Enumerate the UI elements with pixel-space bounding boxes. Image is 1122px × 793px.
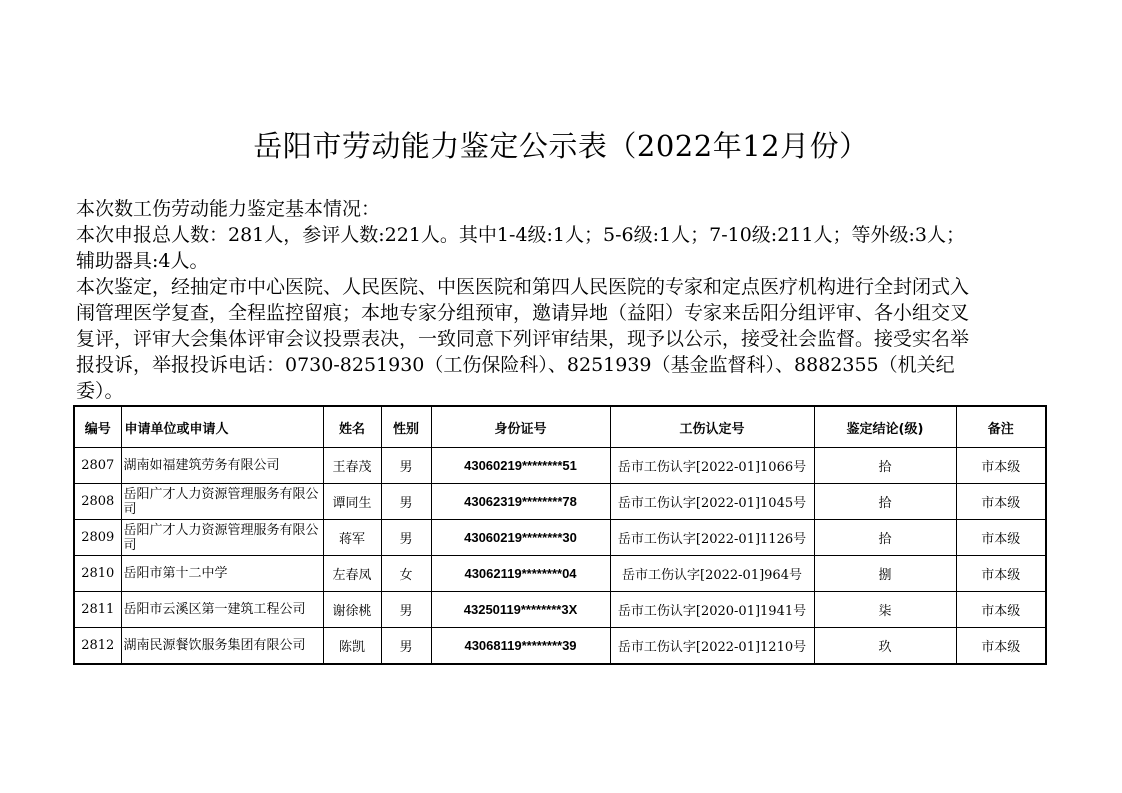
- table-row: [74, 484, 1046, 520]
- header-gender: 性别: [381, 406, 431, 448]
- cell-id-number: 43062319********78: [431, 484, 610, 520]
- cell-gender: 男: [381, 592, 431, 628]
- header-injury-id: 工伤认定号: [610, 406, 814, 448]
- cell-gender: 男: [381, 448, 431, 484]
- cell-remark: 市本级: [956, 628, 1046, 665]
- cell-conclusion: 拾: [814, 520, 956, 556]
- intro-heading: 本次数工伤劳动能力鉴定基本情况：: [76, 198, 381, 220]
- cell-number: 2811: [74, 592, 121, 628]
- cell-conclusion: 拾: [814, 448, 956, 484]
- cell-id-number: 43062119********04: [431, 556, 610, 592]
- header-id-number: 身份证号: [431, 406, 610, 448]
- cell-name: 陈凯: [323, 628, 381, 665]
- cell-id-number: 43068119********39: [431, 628, 610, 665]
- cell-conclusion: 拾: [814, 484, 956, 520]
- table-header-row: [74, 406, 1046, 448]
- cell-remark: 市本级: [956, 520, 1046, 556]
- header-conclusion: 鉴定结论(级): [814, 406, 956, 448]
- page-title: 岳阳市劳动能力鉴定公示表（2022年12月份）: [253, 129, 869, 163]
- cell-number: 2808: [74, 484, 121, 520]
- header-number: 编号: [74, 406, 121, 448]
- cell-applicant: 岳阳市第十二中学: [121, 556, 323, 592]
- intro-section: [76, 196, 1056, 404]
- cell-applicant: 湖南民源餐饮服务集团有限公司: [121, 628, 323, 665]
- cell-applicant: 岳阳广才人力资源管理服务有限公司: [121, 520, 323, 556]
- cell-applicant: 岳阳广才人力资源管理服务有限公司: [121, 484, 323, 520]
- cell-name: 蒋军: [323, 520, 381, 556]
- table-row: [74, 520, 1046, 556]
- intro-statistics: 本次申报总人数：281人，参评人数:221人。其中1-4级:1人；5-6级:1人；7-10级:211人；等外级:3人；辅助器具:4人。: [76, 224, 965, 272]
- header-name: 姓名: [323, 406, 381, 448]
- cell-remark: 市本级: [956, 448, 1046, 484]
- table-row: [74, 592, 1046, 628]
- cell-injury-id: 岳市工伤认字[2022-01]1210号: [610, 628, 814, 665]
- cell-id-number: 43060219********51: [431, 448, 610, 484]
- table-row: [74, 448, 1046, 484]
- table-row: [74, 628, 1046, 665]
- cell-name: 王春茂: [323, 448, 381, 484]
- cell-name: 谢徐桃: [323, 592, 381, 628]
- cell-injury-id: 岳市工伤认字[2020-01]1941号: [610, 592, 814, 628]
- cell-number: 2810: [74, 556, 121, 592]
- cell-gender: 男: [381, 484, 431, 520]
- cell-injury-id: 岳市工伤认字[2022-01]1045号: [610, 484, 814, 520]
- cell-conclusion: 捌: [814, 556, 956, 592]
- intro-description: 本次鉴定，经抽定市中心医院、人民医院、中医医院和第四人民医院的专家和定点医疗机构进行全封闭式入闱管理医学复查，全程监控留痕；本地专家分组预审，邀请异地（益阳）专家来岳阳分组评审、各小组交叉复评，评审大会集体评审会议投票表决，一致同意下列评审结果，现予以公示，接受社会监督。接受实名举报投诉，举报投诉电话：0730-8251930（工伤保险科）、8251939（基金监督科）、8882355（机关纪委）。: [76, 276, 970, 402]
- table-row: [74, 556, 1046, 592]
- cell-injury-id: 岳市工伤认字[2022-01]1066号: [610, 448, 814, 484]
- cell-applicant: 湖南如福建筑劳务有限公司: [121, 448, 323, 484]
- cell-injury-id: 岳市工伤认字[2022-01]964号: [610, 556, 814, 592]
- cell-conclusion: 玖: [814, 628, 956, 665]
- cell-applicant: 岳阳市云溪区第一建筑工程公司: [121, 592, 323, 628]
- cell-number: 2807: [74, 448, 121, 484]
- appraisal-table: [73, 405, 1047, 665]
- cell-id-number: 43060219********30: [431, 520, 610, 556]
- header-remark: 备注: [956, 406, 1046, 448]
- cell-remark: 市本级: [956, 592, 1046, 628]
- header-applicant: 申请单位或申请人: [121, 406, 323, 448]
- cell-number: 2809: [74, 520, 121, 556]
- cell-gender: 女: [381, 556, 431, 592]
- cell-gender: 男: [381, 520, 431, 556]
- cell-id-number: 43250119********3X: [431, 592, 610, 628]
- cell-number: 2812: [74, 628, 121, 665]
- cell-injury-id: 岳市工伤认字[2022-01]1126号: [610, 520, 814, 556]
- cell-conclusion: 柒: [814, 592, 956, 628]
- cell-gender: 男: [381, 628, 431, 665]
- cell-name: 左春凤: [323, 556, 381, 592]
- cell-remark: 市本级: [956, 556, 1046, 592]
- cell-name: 谭同生: [323, 484, 381, 520]
- cell-remark: 市本级: [956, 484, 1046, 520]
